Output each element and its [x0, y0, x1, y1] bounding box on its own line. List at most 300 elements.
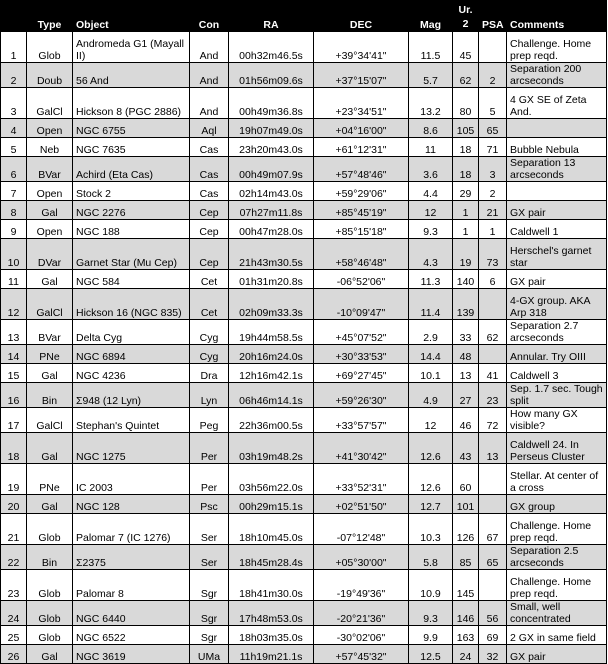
cell-con: And: [190, 63, 229, 88]
cell-num: 7: [1, 182, 27, 201]
cell-num: 13: [1, 320, 27, 345]
cell-ur: 163: [453, 626, 479, 645]
table-row: [1, 157, 607, 182]
cell-dec: +39°34'41": [314, 32, 409, 63]
cell-ra: 18h10m45.0s: [229, 514, 314, 545]
cell-mag: 9.9: [409, 626, 453, 645]
cell-ra: 11h19m21.1s: [229, 645, 314, 664]
cell-ra: 03h19m48.2s: [229, 433, 314, 464]
table-row: [1, 514, 607, 545]
cell-object: 56 And: [73, 63, 190, 88]
cell-num: 22: [1, 545, 27, 570]
header-comments: Comments: [507, 1, 607, 32]
cell-mag: 12.7: [409, 495, 453, 514]
table-row: [1, 383, 607, 408]
cell-comments: Separation 2.5 arcseconds: [507, 545, 607, 570]
table-header: [1, 1, 607, 32]
cell-dec: +45°07'52": [314, 320, 409, 345]
cell-num: 5: [1, 138, 27, 157]
cell-mag: 4.9: [409, 383, 453, 408]
cell-num: 9: [1, 220, 27, 239]
cell-dec: -06°52'06": [314, 270, 409, 289]
cell-ra: 18h03m35.0s: [229, 626, 314, 645]
cell-ur: 48: [453, 345, 479, 364]
table-row: [1, 464, 607, 495]
cell-object: NGC 7635: [73, 138, 190, 157]
cell-comments: Small, well concentrated: [507, 601, 607, 626]
cell-comments: GX pair: [507, 270, 607, 289]
cell-type: Open: [27, 182, 73, 201]
cell-mag: 4.4: [409, 182, 453, 201]
cell-con: Cep: [190, 201, 229, 220]
table-row: [1, 289, 607, 320]
cell-num: 18: [1, 433, 27, 464]
cell-dec: +30°33'53": [314, 345, 409, 364]
cell-object: Palomar 8: [73, 570, 190, 601]
cell-psa: 5: [479, 88, 507, 119]
cell-con: Cyg: [190, 345, 229, 364]
cell-type: Neb: [27, 138, 73, 157]
cell-ur: 29: [453, 182, 479, 201]
cell-comments: GX pair: [507, 201, 607, 220]
cell-psa: 23: [479, 383, 507, 408]
cell-psa: [479, 289, 507, 320]
table-row: [1, 88, 607, 119]
cell-num: 24: [1, 601, 27, 626]
cell-dec: -10°09'47": [314, 289, 409, 320]
cell-object: Stock 2: [73, 182, 190, 201]
cell-num: 25: [1, 626, 27, 645]
cell-ra: 00h49m36.8s: [229, 88, 314, 119]
table-row: [1, 320, 607, 345]
table-row: [1, 63, 607, 88]
cell-psa: 2: [479, 182, 507, 201]
cell-ur: 140: [453, 270, 479, 289]
cell-object: Σ948 (12 Lyn): [73, 383, 190, 408]
cell-psa: 69: [479, 626, 507, 645]
cell-mag: 11.3: [409, 270, 453, 289]
cell-dec: +58°46'48": [314, 239, 409, 270]
table-body: [1, 32, 607, 664]
cell-comments: Caldwell 1: [507, 220, 607, 239]
header-psa: PSA: [479, 1, 507, 32]
table-row: [1, 495, 607, 514]
cell-ra: 23h20m43.0s: [229, 138, 314, 157]
cell-mag: 10.3: [409, 514, 453, 545]
cell-comments: Sep. 1.7 sec. Tough split: [507, 383, 607, 408]
cell-mag: 8.6: [409, 119, 453, 138]
cell-dec: +59°26'30": [314, 383, 409, 408]
cell-mag: 9.3: [409, 601, 453, 626]
cell-object: NGC 2276: [73, 201, 190, 220]
cell-dec: +05°30'00": [314, 545, 409, 570]
cell-type: Glob: [27, 514, 73, 545]
cell-ur: 46: [453, 408, 479, 433]
cell-dec: +33°57'57": [314, 408, 409, 433]
cell-type: GalCl: [27, 88, 73, 119]
table-row: [1, 645, 607, 664]
cell-object: Hickson 8 (PGC 2886): [73, 88, 190, 119]
cell-comments: Annular. Try OIII: [507, 345, 607, 364]
cell-object: Delta Cyg: [73, 320, 190, 345]
cell-ra: 19h07m49.0s: [229, 119, 314, 138]
cell-ra: 00h32m46.5s: [229, 32, 314, 63]
header-uranometria: [453, 1, 479, 32]
cell-con: Per: [190, 433, 229, 464]
table-row: [1, 239, 607, 270]
cell-mag: 12.6: [409, 464, 453, 495]
cell-psa: 73: [479, 239, 507, 270]
table-row: [1, 601, 607, 626]
cell-con: Sgr: [190, 570, 229, 601]
cell-type: Doub: [27, 63, 73, 88]
cell-type: PNe: [27, 345, 73, 364]
cell-dec: +57°45'32": [314, 645, 409, 664]
cell-ra: 03h56m22.0s: [229, 464, 314, 495]
table-row: [1, 345, 607, 364]
cell-ur: 126: [453, 514, 479, 545]
cell-mag: 2.9: [409, 320, 453, 345]
cell-con: Lyn: [190, 383, 229, 408]
cell-dec: +33°52'31": [314, 464, 409, 495]
cell-num: 17: [1, 408, 27, 433]
cell-psa: 3: [479, 157, 507, 182]
cell-type: Bin: [27, 545, 73, 570]
header-object: Object: [73, 1, 190, 32]
cell-object: NGC 6755: [73, 119, 190, 138]
cell-mag: 9.3: [409, 220, 453, 239]
cell-mag: 11.4: [409, 289, 453, 320]
cell-type: BVar: [27, 320, 73, 345]
cell-type: GalCl: [27, 289, 73, 320]
cell-num: 15: [1, 364, 27, 383]
cell-object: Achird (Eta Cas): [73, 157, 190, 182]
header-num: [1, 1, 27, 32]
cell-comments: [507, 119, 607, 138]
cell-type: Glob: [27, 626, 73, 645]
cell-con: Cas: [190, 182, 229, 201]
cell-num: 26: [1, 645, 27, 664]
cell-object: NGC 1275: [73, 433, 190, 464]
cell-ur: 18: [453, 138, 479, 157]
cell-dec: -20°21'36": [314, 601, 409, 626]
cell-ra: 17h48m53.0s: [229, 601, 314, 626]
cell-comments: Challenge. Home prep reqd.: [507, 514, 607, 545]
cell-object: NGC 6522: [73, 626, 190, 645]
cell-con: And: [190, 88, 229, 119]
cell-con: Dra: [190, 364, 229, 383]
table-row: [1, 433, 607, 464]
cell-comments: 4 GX SE of Zeta And.: [507, 88, 607, 119]
cell-mag: 5.8: [409, 545, 453, 570]
header-ra: RA: [229, 1, 314, 32]
cell-mag: 12: [409, 201, 453, 220]
cell-comments: GX pair: [507, 645, 607, 664]
cell-type: Glob: [27, 601, 73, 626]
cell-num: 4: [1, 119, 27, 138]
cell-type: PNe: [27, 464, 73, 495]
cell-comments: 4-GX group. AKA Arp 318: [507, 289, 607, 320]
cell-psa: 41: [479, 364, 507, 383]
header-dec: DEC: [314, 1, 409, 32]
cell-dec: -19°49'36": [314, 570, 409, 601]
table-row: [1, 408, 607, 433]
cell-type: Gal: [27, 201, 73, 220]
table-row: [1, 545, 607, 570]
cell-ur: 13: [453, 364, 479, 383]
cell-psa: 13: [479, 433, 507, 464]
cell-ur: 139: [453, 289, 479, 320]
cell-psa: 21: [479, 201, 507, 220]
cell-comments: 2 GX in same field: [507, 626, 607, 645]
cell-num: 16: [1, 383, 27, 408]
cell-con: Sgr: [190, 626, 229, 645]
cell-psa: 67: [479, 514, 507, 545]
cell-con: Psc: [190, 495, 229, 514]
cell-object: Hickson 16 (NGC 835): [73, 289, 190, 320]
cell-object: NGC 128: [73, 495, 190, 514]
cell-mag: 3.6: [409, 157, 453, 182]
cell-comments: How many GX visible?: [507, 408, 607, 433]
cell-con: Ser: [190, 514, 229, 545]
header-ur-top: Ur.: [458, 4, 473, 16]
cell-dec: +57°48'46": [314, 157, 409, 182]
cell-psa: 65: [479, 119, 507, 138]
cell-con: Cas: [190, 157, 229, 182]
cell-psa: 1: [479, 220, 507, 239]
cell-con: UMa: [190, 645, 229, 664]
cell-object: Palomar 7 (IC 1276): [73, 514, 190, 545]
cell-type: Gal: [27, 270, 73, 289]
header-row: [1, 1, 607, 32]
cell-num: 2: [1, 63, 27, 88]
cell-psa: [479, 32, 507, 63]
cell-mag: 11: [409, 138, 453, 157]
cell-ra: 01h56m09.6s: [229, 63, 314, 88]
cell-comments: Caldwell 24. In Perseus Cluster: [507, 433, 607, 464]
cell-psa: 71: [479, 138, 507, 157]
table-row: [1, 570, 607, 601]
cell-object: NGC 6440: [73, 601, 190, 626]
header-ur-bottom: 2: [462, 18, 469, 30]
cell-ur: 24: [453, 645, 479, 664]
cell-comments: Caldwell 3: [507, 364, 607, 383]
cell-mag: 13.2: [409, 88, 453, 119]
cell-object: NGC 4236: [73, 364, 190, 383]
cell-con: Cet: [190, 270, 229, 289]
cell-con: And: [190, 32, 229, 63]
cell-psa: [479, 495, 507, 514]
cell-mag: 12.6: [409, 433, 453, 464]
cell-num: 12: [1, 289, 27, 320]
table-row: [1, 138, 607, 157]
cell-dec: +04°16'00": [314, 119, 409, 138]
cell-mag: 12: [409, 408, 453, 433]
cell-object: NGC 584: [73, 270, 190, 289]
cell-psa: [479, 570, 507, 601]
cell-ur: 145: [453, 570, 479, 601]
cell-dec: +23°34'51": [314, 88, 409, 119]
cell-ra: 18h45m28.4s: [229, 545, 314, 570]
cell-object: Andromeda G1 (Mayall II): [73, 32, 190, 63]
cell-object: Stephan's Quintet: [73, 408, 190, 433]
cell-psa: 62: [479, 320, 507, 345]
cell-comments: Bubble Nebula: [507, 138, 607, 157]
table-row: [1, 201, 607, 220]
table-row: [1, 626, 607, 645]
cell-ra: 06h46m14.1s: [229, 383, 314, 408]
cell-ra: 12h16m42.1s: [229, 364, 314, 383]
cell-con: Cyg: [190, 320, 229, 345]
cell-ra: 00h47m28.0s: [229, 220, 314, 239]
cell-ur: 80: [453, 88, 479, 119]
cell-con: Cet: [190, 289, 229, 320]
cell-ra: 07h27m11.8s: [229, 201, 314, 220]
cell-object: Garnet Star (Mu Cep): [73, 239, 190, 270]
cell-type: Open: [27, 220, 73, 239]
cell-type: Bin: [27, 383, 73, 408]
cell-num: 1: [1, 32, 27, 63]
cell-psa: [479, 464, 507, 495]
cell-ur: 101: [453, 495, 479, 514]
cell-comments: Challenge. Home prep reqd.: [507, 32, 607, 63]
cell-mag: 4.3: [409, 239, 453, 270]
cell-object: NGC 188: [73, 220, 190, 239]
cell-type: DVar: [27, 239, 73, 270]
cell-mag: 10.9: [409, 570, 453, 601]
table-row: [1, 270, 607, 289]
cell-ra: 21h43m30.5s: [229, 239, 314, 270]
cell-type: Gal: [27, 364, 73, 383]
cell-con: Cep: [190, 239, 229, 270]
cell-dec: +85°45'19": [314, 201, 409, 220]
cell-object: NGC 6894: [73, 345, 190, 364]
cell-num: 14: [1, 345, 27, 364]
cell-mag: 5.7: [409, 63, 453, 88]
cell-dec: +02°51'50": [314, 495, 409, 514]
cell-object: Σ2375: [73, 545, 190, 570]
header-con: Con: [190, 1, 229, 32]
cell-comments: Challenge. Home prep reqd.: [507, 570, 607, 601]
cell-dec: +85°15'18": [314, 220, 409, 239]
header-mag: Mag: [409, 1, 453, 32]
table-row: [1, 364, 607, 383]
table-row: [1, 119, 607, 138]
cell-ra: 02h09m33.3s: [229, 289, 314, 320]
cell-mag: 11.5: [409, 32, 453, 63]
cell-con: Aql: [190, 119, 229, 138]
table-row: [1, 220, 607, 239]
cell-type: Gal: [27, 645, 73, 664]
cell-type: Glob: [27, 570, 73, 601]
cell-ur: 1: [453, 201, 479, 220]
cell-comments: Separation 2.7 arcseconds: [507, 320, 607, 345]
cell-num: 3: [1, 88, 27, 119]
cell-num: 11: [1, 270, 27, 289]
cell-ra: 00h29m15.1s: [229, 495, 314, 514]
cell-type: Gal: [27, 433, 73, 464]
cell-ur: 43: [453, 433, 479, 464]
header-type: Type: [27, 1, 73, 32]
cell-ur: 27: [453, 383, 479, 408]
cell-num: 21: [1, 514, 27, 545]
cell-ra: 01h31m20.8s: [229, 270, 314, 289]
cell-comments: Separation 13 arcseconds: [507, 157, 607, 182]
cell-con: Peg: [190, 408, 229, 433]
cell-mag: 14.4: [409, 345, 453, 364]
cell-num: 23: [1, 570, 27, 601]
cell-ra: 19h44m58.5s: [229, 320, 314, 345]
cell-type: Glob: [27, 32, 73, 63]
cell-comments: GX group: [507, 495, 607, 514]
cell-num: 20: [1, 495, 27, 514]
cell-ur: 18: [453, 157, 479, 182]
cell-dec: +37°15'07": [314, 63, 409, 88]
cell-ur: 60: [453, 464, 479, 495]
cell-dec: +59°29'06": [314, 182, 409, 201]
cell-comments: Separation 200 arcseconds: [507, 63, 607, 88]
cell-type: Gal: [27, 495, 73, 514]
cell-mag: 10.1: [409, 364, 453, 383]
cell-ra: 00h49m07.9s: [229, 157, 314, 182]
cell-type: GalCl: [27, 408, 73, 433]
cell-psa: 2: [479, 63, 507, 88]
cell-con: Cas: [190, 138, 229, 157]
cell-comments: Stellar. At center of a cross: [507, 464, 607, 495]
cell-dec: +61°12'31": [314, 138, 409, 157]
cell-num: 8: [1, 201, 27, 220]
cell-comments: [507, 182, 607, 201]
cell-ra: 20h16m24.0s: [229, 345, 314, 364]
cell-psa: 32: [479, 645, 507, 664]
table-row: [1, 182, 607, 201]
cell-ra: 22h36m00.5s: [229, 408, 314, 433]
cell-ur: 85: [453, 545, 479, 570]
cell-ur: 19: [453, 239, 479, 270]
cell-psa: [479, 345, 507, 364]
cell-ra: 02h14m43.0s: [229, 182, 314, 201]
cell-con: Per: [190, 464, 229, 495]
cell-ur: 45: [453, 32, 479, 63]
cell-type: BVar: [27, 157, 73, 182]
cell-ur: 33: [453, 320, 479, 345]
cell-psa: 72: [479, 408, 507, 433]
cell-con: Cep: [190, 220, 229, 239]
cell-ur: 146: [453, 601, 479, 626]
cell-dec: +69°27'45": [314, 364, 409, 383]
cell-dec: +41°30'42": [314, 433, 409, 464]
table-row: [1, 32, 607, 63]
cell-ur: 1: [453, 220, 479, 239]
cell-num: 6: [1, 157, 27, 182]
cell-type: Open: [27, 119, 73, 138]
cell-ur: 105: [453, 119, 479, 138]
cell-object: NGC 3619: [73, 645, 190, 664]
cell-object: IC 2003: [73, 464, 190, 495]
cell-dec: -07°12'48": [314, 514, 409, 545]
cell-num: 10: [1, 239, 27, 270]
cell-mag: 12.5: [409, 645, 453, 664]
cell-ra: 18h41m30.0s: [229, 570, 314, 601]
cell-ur: 62: [453, 63, 479, 88]
cell-psa: 56: [479, 601, 507, 626]
cell-num: 19: [1, 464, 27, 495]
cell-comments: Herschel's garnet star: [507, 239, 607, 270]
cell-psa: 65: [479, 545, 507, 570]
cell-psa: 6: [479, 270, 507, 289]
cell-con: Sgr: [190, 601, 229, 626]
cell-con: Ser: [190, 545, 229, 570]
